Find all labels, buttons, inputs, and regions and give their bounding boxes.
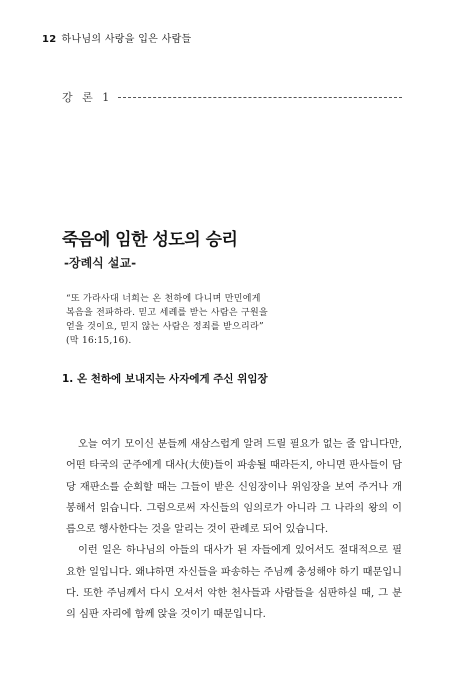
verse-line: 얻을 것이요, 믿지 않는 사람은 정죄를 받으리라”: [66, 322, 264, 332]
lecture-label-text: 강 론 1: [62, 91, 113, 104]
book-title: 하나님의 사랑을 입은 사람들: [61, 34, 192, 45]
dashed-rule: [118, 97, 402, 98]
page-number: 12: [42, 34, 57, 45]
verse-reference: (막 16:15,16).: [66, 336, 132, 346]
body-text: [66, 434, 402, 626]
lecture-label: [62, 89, 402, 105]
verse-line: 복음을 전파하라. 믿고 세례를 받는 사람은 구원을: [66, 308, 269, 318]
paragraph: 오늘 여기 모이신 분들께 새삼스럽게 알려 드릴 필요가 없는 줄 압니다만, 어떤 타국의 군주에게 대사(大使)들이 파송될 때라든지, 아니면 판사들이 담당 재판소를 순회할 때는 그들이 받은 신임장이나 위임장을 보여 주거나 개봉해서 읽습니다. 그럼으로써 자신들의 임의로가 아니라 그 나라의 왕의 이름으로 행사한다는 것을 알리는 것이 관례로 되어 있습니다.: [66, 439, 402, 536]
sermon-title: 죽음에 임한 성도의 승리: [62, 230, 238, 250]
sermon-subtitle: -장례식 설교-: [64, 256, 137, 270]
running-header: [42, 30, 192, 45]
paragraph: 이런 일은 하나님의 아들의 대사가 된 자들에게 있어서도 절대적으로 필요한 일입니다. 왜냐하면 자신들을 파송하는 주님께 충성해야 하기 때문입니다. 또한 주님께서 다시 오셔서 악한 천사들과 사람들을 심판하실 때, 그 분의 심판 자리에 함께 앉을 것이기 때문입니다.: [66, 545, 402, 621]
verse-line: “또 가라사대 너희는 온 천하에 다니며 만민에게: [66, 294, 261, 304]
scripture-quote: [66, 292, 324, 348]
section-heading: 1. 온 천하에 보내지는 사자에게 주신 위임장: [62, 373, 268, 385]
